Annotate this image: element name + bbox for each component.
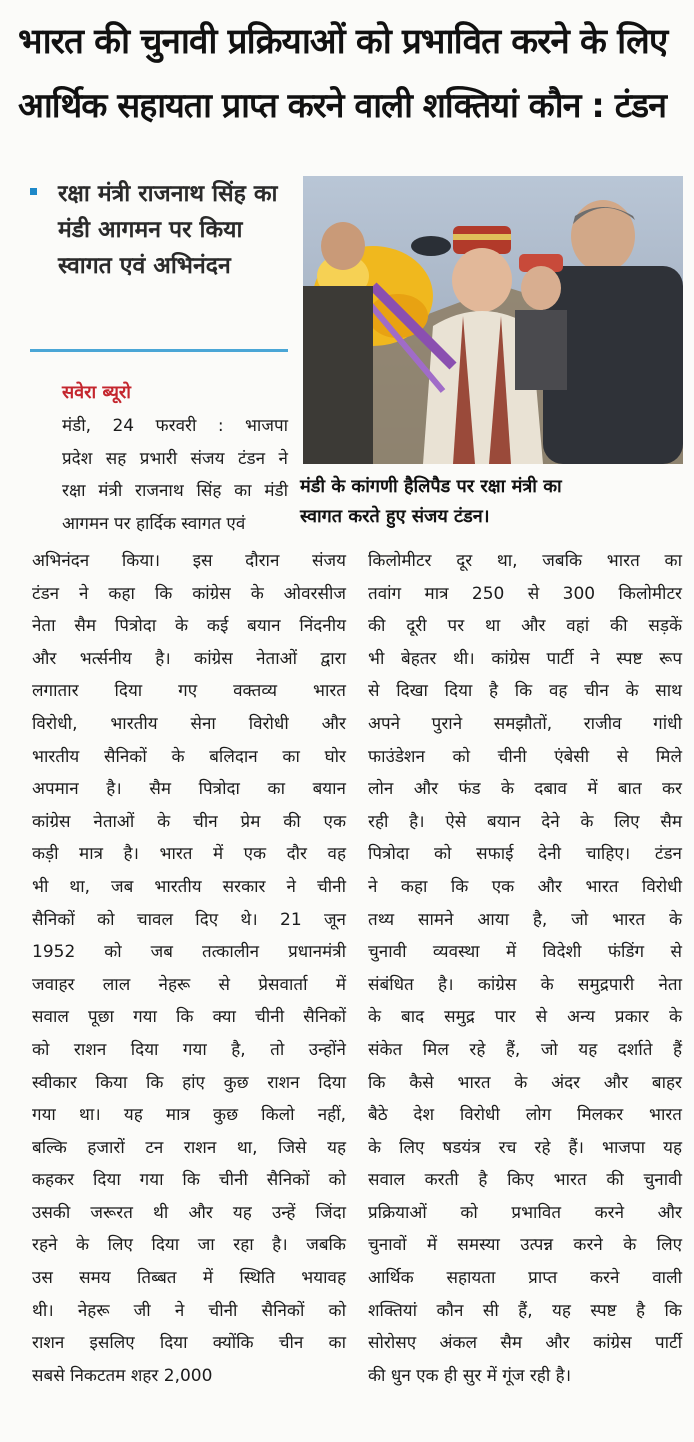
article-line: शक्तियां कौन सी हैं, यह स्पष्ट है कि — [368, 1300, 682, 1321]
article-line: अपने पुराने समझौतों, राजीव गांधी — [368, 713, 682, 734]
article-line: पित्रोदा को सफाई देनी चाहिए। टंडन — [368, 844, 682, 865]
article-column-1-top — [62, 410, 288, 540]
article-line: बल्कि हजारों टन राशन था, जिसे यह — [32, 1137, 346, 1158]
article-line: 1952 को जब तत्कालीन प्रधानमंत्री — [32, 942, 346, 963]
article-line: किलोमीटर दूर था, जबकि भारत का — [368, 551, 682, 571]
article-line: गया था। यह मात्र कुछ किलो नहीं, — [32, 1105, 346, 1126]
article-line: कड़ी मात्र है। भारत में एक दौर वह — [32, 844, 346, 865]
article-line: सवाल पूछा गया कि क्या चीनी सैनिकों — [32, 1007, 346, 1028]
photo-caption-line-2: स्वागत करते हुए संजय टंडन। — [300, 506, 490, 527]
article-line: आर्थिक सहायता प्राप्त करने वाली — [368, 1268, 682, 1289]
article-line: सवाल करती है किए भारत की चुनावी — [368, 1170, 682, 1191]
article-line: सोरोसए अंकल सैम और कांग्रेस पार्टी — [368, 1333, 682, 1354]
article-line: चुनावों में समस्या उत्पन्न करने के लिए — [368, 1235, 682, 1256]
article-line: संबंधित है। कांग्रेस के समुद्रपारी नेता — [368, 974, 682, 995]
article-line: बैठे देश विरोधी लोग मिलकर भारत — [368, 1105, 682, 1126]
article-line: से दिखा दिया है कि वह चीन के साथ — [368, 681, 682, 702]
article-line: नेता सैम पित्रोदा के कई बयान निंदनीय — [32, 616, 346, 637]
article-column-1 — [32, 545, 346, 1392]
article-line: फाउंडेशन को चीनी एंबेसी से मिले — [368, 746, 682, 767]
article-line: को राशन दिया गया है, तो उन्होंने — [32, 1039, 346, 1060]
news-photo — [303, 176, 683, 464]
article-line: चुनावी व्यवस्था में विदेशी फंडिंग से — [368, 942, 682, 963]
article-line: संकेत मिल रहे हैं, जो यह दर्शाते हैं — [368, 1039, 682, 1060]
article-line: स्वीकार किया कि हांए कुछ राशन दिया — [32, 1072, 346, 1093]
article-line: अभिनंदन किया। इस दौरान संजय — [32, 551, 346, 571]
headline-line-1: भारत की चुनावी प्रक्रियाओं को प्रभावित करने के लिए — [18, 22, 668, 62]
article-line: थी। नेहरू जी ने चीनी सैनिकों को — [32, 1300, 346, 1321]
article-line: के बाद समुद्र पार से अन्य प्रकार के — [368, 1007, 682, 1028]
article-line: उस समय तिब्बत में स्थिति भयावह — [32, 1268, 346, 1289]
article-line: कहकर दिया गया कि चीनी सैनिकों को — [32, 1170, 346, 1191]
bullet-square-icon — [30, 188, 37, 195]
article-line: की धुन एक ही सुर में गूंज रही है। — [368, 1365, 572, 1386]
article-line: रही है। ऐसे बयान देने के लिए सैम — [368, 811, 682, 832]
headline — [18, 10, 682, 138]
subheadline-text: रक्षा मंत्री राजनाथ सिंह का मंडी आगमन पर किया स्वागत एवं अभिनंदन — [58, 181, 278, 279]
article-line: आगमन पर हार्दिक स्वागत एवं — [62, 513, 246, 534]
article-line: उसकी जरूरत थी और यह उन्हें जिंदा — [32, 1202, 346, 1223]
article-line: भारतीय सैनिकों के बलिदान का घोर — [32, 746, 346, 767]
photo-caption — [300, 472, 690, 532]
article-line: के लिए षडयंत्र रच रहे हैं। भाजपा यह — [368, 1137, 682, 1158]
article-line: अपमान है। सैम पित्रोदा का बयान — [32, 779, 346, 800]
article-line: जवाहर लाल नेहरू से प्रेसवार्ता में — [32, 974, 346, 995]
subheadline — [30, 176, 288, 284]
article-line: टंडन ने कहा कि कांग्रेस के ओवरसीज — [32, 583, 346, 604]
article-line: भी बेहतर थी। कांग्रेस पार्टी ने स्पष्ट रूप — [368, 648, 682, 669]
article-line: प्रदेश सह प्रभारी संजय टंडन ने — [62, 448, 288, 469]
byline: सवेरा ब्यूरो — [62, 382, 131, 403]
article-line: राशन इसलिए दिया क्योंकि चीन का — [32, 1333, 346, 1354]
article-line: ने कहा कि एक और भारत विरोधी — [368, 876, 682, 897]
article-line: तवांग मात्र 250 से 300 किलोमीटर — [368, 583, 682, 604]
article-line: रहने के लिए दिया जा रहा है। जबकि — [32, 1235, 346, 1256]
photo-caption-line-1: मंडी के कांगणी हैलिपैड पर रक्षा मंत्री का — [300, 476, 562, 497]
article-line: भी था, जब भारतीय सरकार ने चीनी — [32, 876, 346, 897]
article-line: और भर्त्सनीय है। कांग्रेस नेताओं द्वारा — [32, 648, 346, 669]
article-line: मंडी, 24 फरवरी : भाजपा — [62, 416, 288, 436]
article-line: विरोधी, भारतीय सेना विरोधी और — [32, 713, 346, 734]
article-line: की दूरी पर था और वहां की सड़कें — [368, 616, 682, 637]
article-line: सैनिकों को चावल दिए थे। 21 जून — [32, 909, 346, 930]
article-line: रक्षा मंत्री राजनाथ सिंह का मंडी — [62, 481, 288, 502]
photo-illustration — [303, 176, 683, 464]
article-line: तथ्य सामने आया है, जो भारत के — [368, 909, 682, 930]
article-column-2 — [368, 545, 682, 1392]
article-line: लोन और फंड के दबाव में बात कर — [368, 779, 682, 800]
article-line: कि कैसे भारत के अंदर और बाहर — [368, 1072, 682, 1093]
article-line: प्रक्रियाओं को प्रभावित करने और — [368, 1202, 682, 1223]
article-line: सबसे निकटतम शहर 2,000 — [32, 1365, 213, 1386]
divider-rule — [30, 349, 288, 352]
headline-line-2: आर्थिक सहायता प्राप्त करने वाली शक्तियां कौन : टंडन — [18, 86, 666, 126]
article-line: लगातार दिया गए वक्तव्य भारत — [32, 681, 346, 702]
article-line: कांग्रेस नेताओं के चीन प्रेम की एक — [32, 811, 346, 832]
